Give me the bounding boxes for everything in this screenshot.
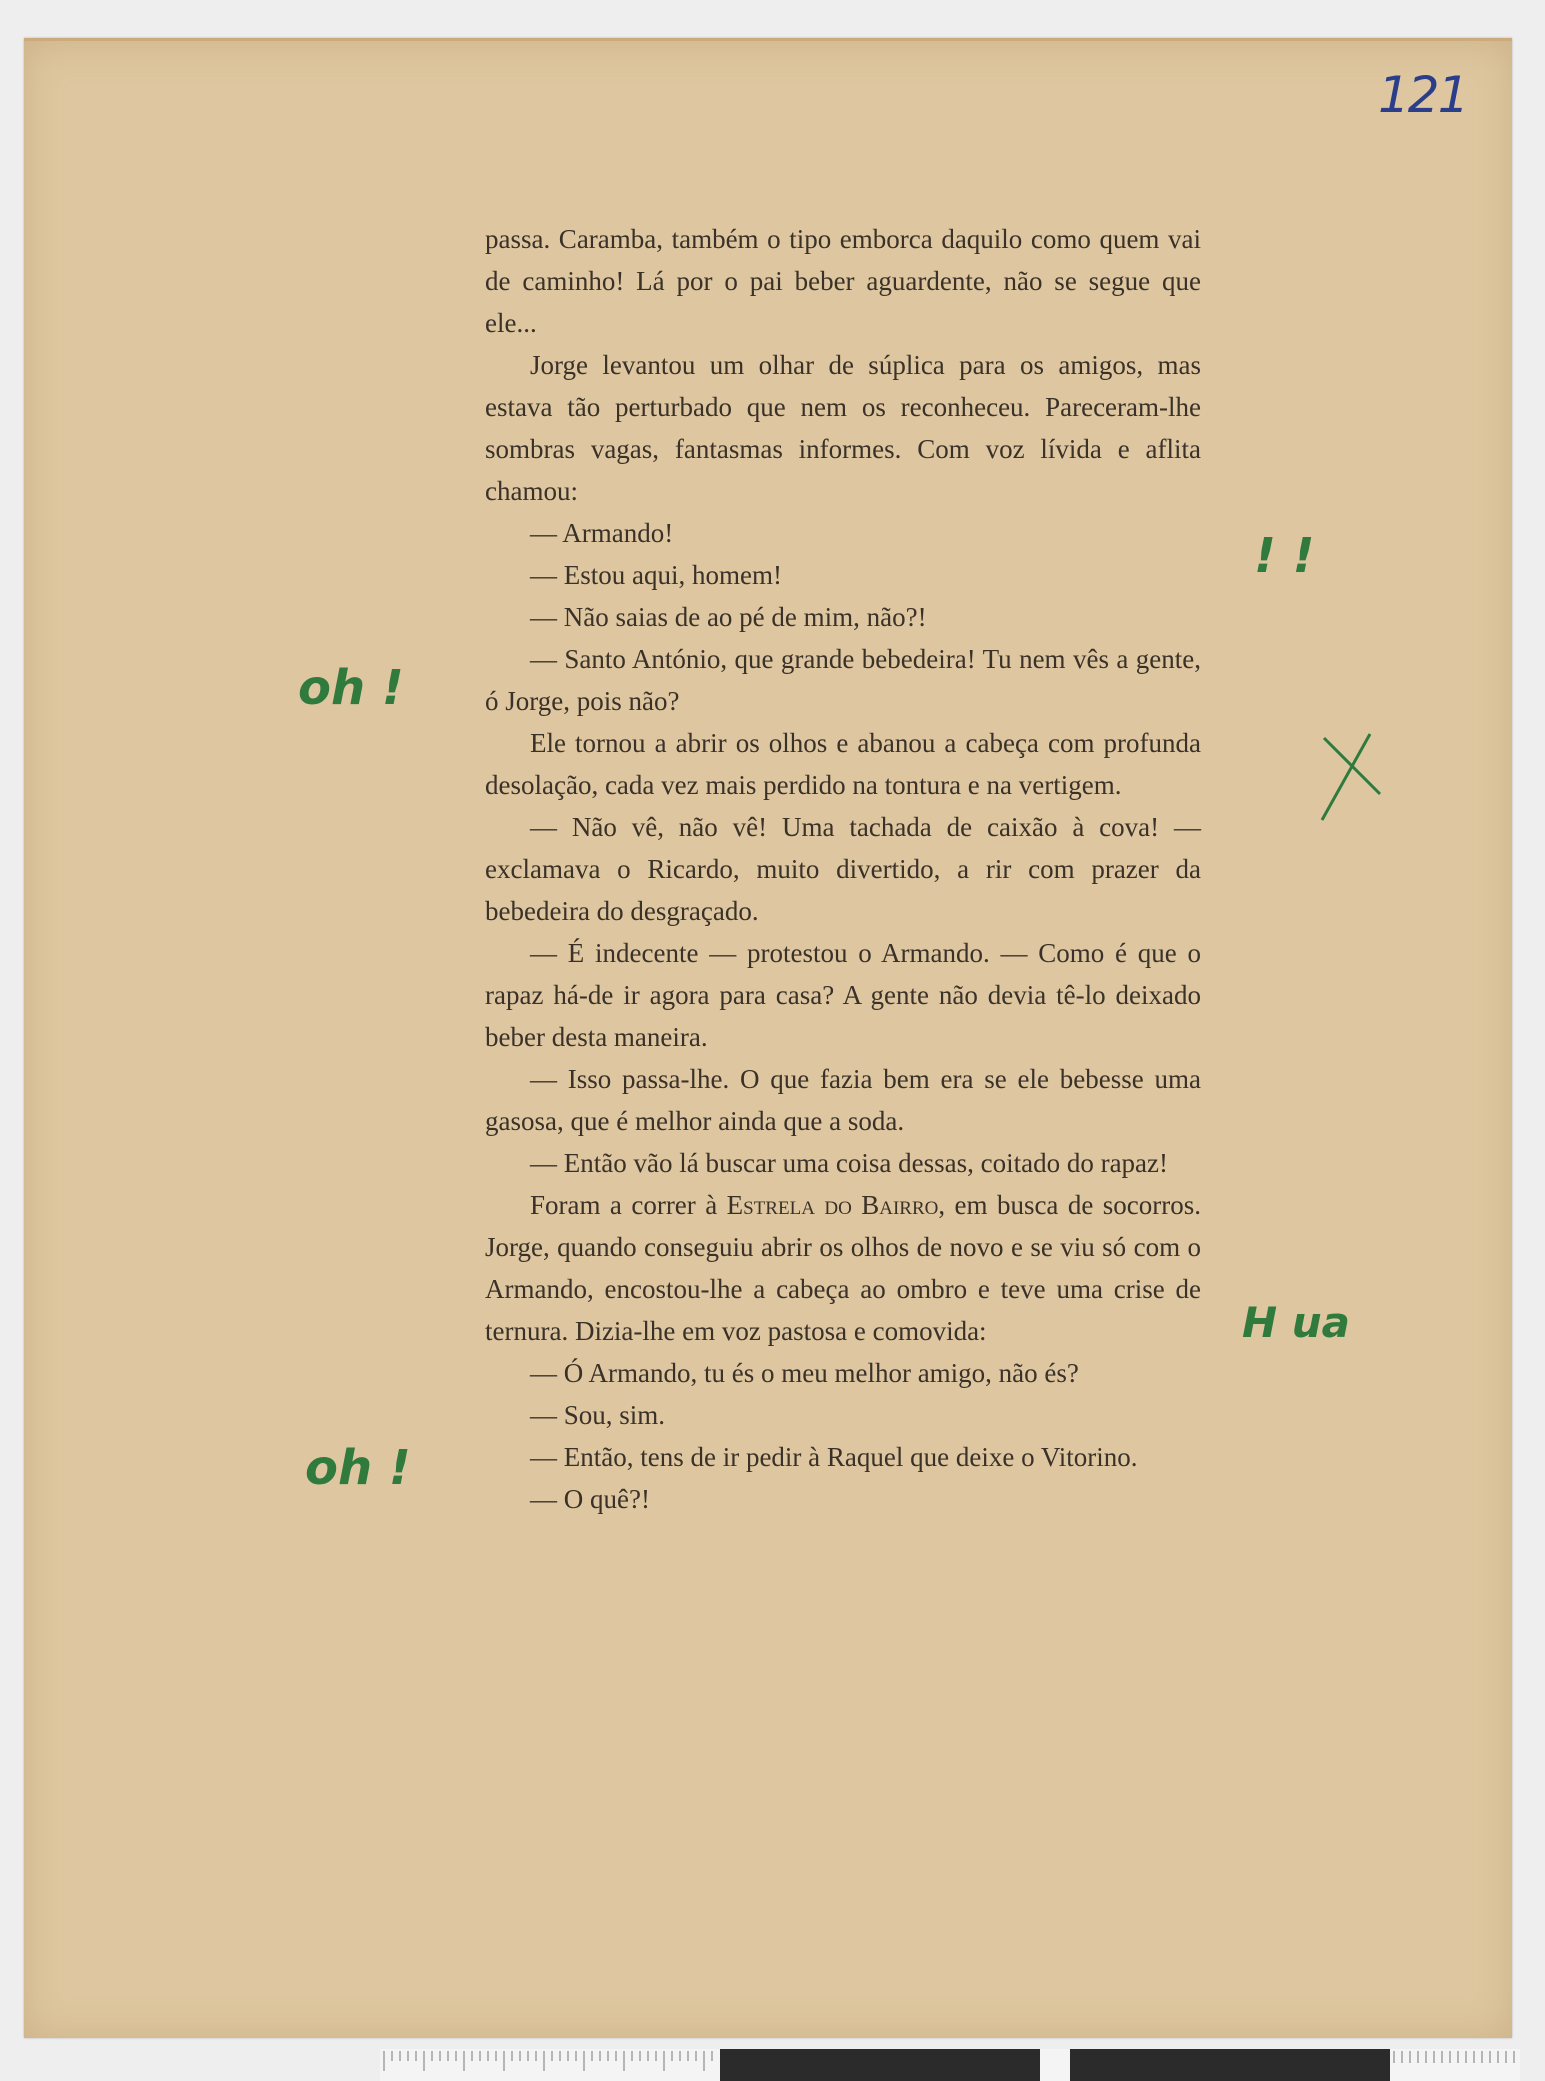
paragraph: Ele tornou a abrir os olhos e abanou a cabeça com profunda desolação, cada vez mais perdido na tontura e na vertigem. xyxy=(485,728,1201,800)
dialogue-line: — Santo António, que grande bebedeira! Tu nem vês a gente, ó Jorge, pois não? xyxy=(485,644,1201,716)
paragraph-start: Foram a correr à xyxy=(530,1190,727,1220)
page-number: 121 xyxy=(1378,66,1468,124)
dialogue-line: — Sou, sim. xyxy=(530,1400,666,1430)
paragraph: passa. Caramba, também o tipo emborca daquilo como quem vai de caminho! Lá por o pai beber aguardente, não se segue que ele... xyxy=(485,224,1201,338)
dialogue-line: — O quê?! xyxy=(530,1484,650,1514)
margin-note-oh: oh ! xyxy=(305,1440,411,1496)
dialogue-line: — Ó Armando, tu és o meu melhor amigo, não és? xyxy=(530,1358,1079,1388)
dialogue-line: — Estou aqui, homem! xyxy=(530,560,782,590)
margin-cross-mark xyxy=(1318,732,1390,824)
margin-note-exclamation: ! ! xyxy=(1254,528,1315,584)
body-text xyxy=(485,218,1201,1520)
margin-note-oh: oh ! xyxy=(298,660,404,716)
dialogue-line: — Não vê, não vê! Uma tachada de caixão à cova! — exclamava o Ricardo, muito divertido, a rir com prazer da bebedeira do desgraçado. xyxy=(485,812,1201,926)
dialogue-line: — Isso passa-lhe. O que fazia bem era se ele bebesse uma gasosa, que é melhor ainda que a soda. xyxy=(485,1064,1201,1136)
dialogue-line: — Armando! xyxy=(530,518,674,548)
paragraph-rest: , em busca de socorros. Jorge, quando conseguiu abrir os olhos de novo e se viu só com o Armando, encostou-lhe a cabeça ao ombro e teve uma crise de ternura. Dizia-lhe em voz pastosa e comovida: xyxy=(485,1190,1201,1346)
paragraph: Jorge levantou um olhar de súplica para os amigos, mas estava tão perturbado que nem os reconheceu. Pareceram-lhe sombras vagas, fantasmas informes. Com voz lívida e aflita chamou: xyxy=(485,350,1201,506)
place-name: Estrela do Bairro xyxy=(726,1190,939,1220)
margin-note-hua: H ua xyxy=(1242,1298,1351,1347)
dialogue-line: — Então vão lá buscar uma coisa dessas, coitado do rapaz! xyxy=(530,1148,1169,1178)
dialogue-line: — É indecente — protestou o Armando. — Como é que o rapaz há-de ir agora para casa? A gente não devia tê-lo deixado beber desta maneira. xyxy=(485,938,1201,1052)
paragraph xyxy=(485,1184,1201,1352)
dialogue-line: — Não saias de ao pé de mim, não?! xyxy=(530,602,927,632)
dialogue-line: — Então, tens de ir pedir à Raquel que deixe o Vitorino. xyxy=(530,1442,1138,1472)
scale-ruler xyxy=(380,2041,1520,2081)
